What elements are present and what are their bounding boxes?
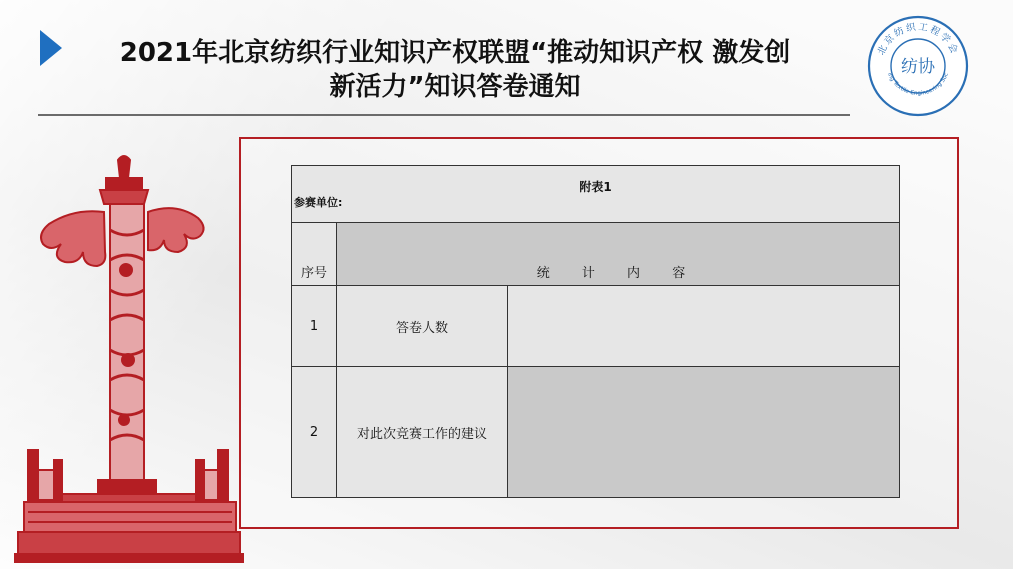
- huabiao-pillar-icon: [14, 150, 244, 565]
- table-row: [292, 286, 900, 367]
- column-header-stats: 统 计 内 容: [337, 223, 900, 286]
- seal-text-en: ing Textile Engineering Soc: [885, 72, 951, 97]
- row-number: 1: [292, 286, 337, 367]
- title-line-2: 新活力”知识答卷通知: [329, 72, 581, 102]
- column-header-no: 序号: [292, 223, 337, 286]
- triangle-marker-icon: [40, 30, 62, 66]
- form-header-cell: [292, 166, 900, 223]
- row-value-cell[interactable]: [508, 367, 900, 498]
- title-line-1: 2021年北京纺织行业知识产权联盟“推动知识产权 激发创: [119, 38, 791, 68]
- row-item: 答卷人数: [337, 286, 508, 367]
- attachment-form-table: [291, 165, 900, 498]
- row-value-cell[interactable]: [508, 286, 900, 367]
- table-row: [292, 367, 900, 498]
- seal-center-mark: 纺协: [901, 57, 935, 77]
- seal-text-cn: 北京纺织工程学会: [875, 21, 961, 57]
- column-header-row: [292, 223, 900, 286]
- slide-title: [70, 36, 840, 104]
- attachment-label: 附表1: [579, 180, 612, 194]
- society-seal-icon: [866, 14, 970, 118]
- unit-label: 参赛单位:: [294, 196, 343, 209]
- row-item: 对此次竞赛工作的建议: [337, 367, 508, 498]
- row-number: 2: [292, 367, 337, 498]
- title-underline: [38, 114, 850, 116]
- table-header-row: [292, 166, 900, 223]
